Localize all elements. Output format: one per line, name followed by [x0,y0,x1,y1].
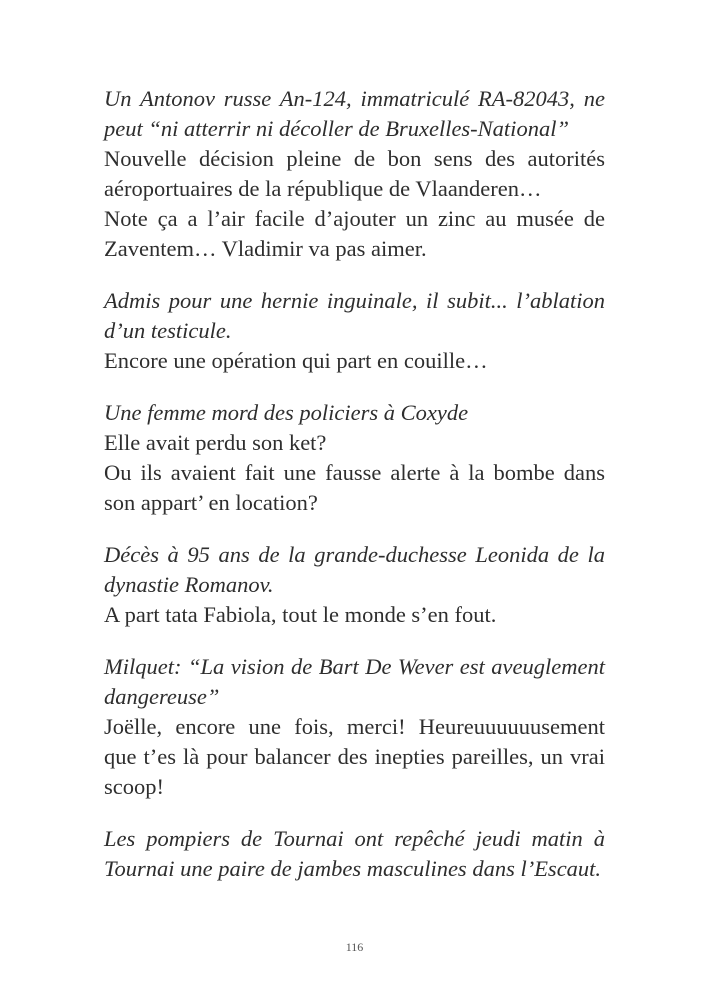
news-entry [104,84,605,264]
news-entry [104,398,605,518]
news-entry [104,652,605,802]
page-number: 116 [345,940,364,954]
news-comment: Note ça a l’air facile d’ajouter un zinc au musée de Zaventem… Vladimir va pas aimer. [104,206,605,261]
news-comment: Joëlle, encore une fois, merci! Heureuuuuuusement que t’es là pour balancer des inepties pareilles, un vrai scoop! [104,714,605,799]
news-comment: Encore une opération qui part en couille… [104,348,488,373]
news-entry [104,540,605,630]
news-entry [104,824,605,884]
news-headline: Décès à 95 ans de la grande-duchesse Leonida de la dynastie Romanov. [104,542,605,597]
news-headline: Un Antonov russe An-124, immatriculé RA-82043, ne peut “ni atterrir ni décoller de Bruxelles-National” [104,86,605,141]
page-body [104,84,605,906]
news-headline: Une femme mord des policiers à Coxyde [104,400,469,425]
news-comment: Elle avait perdu son ket? [104,430,327,455]
news-entry [104,286,605,376]
news-headline: Les pompiers de Tournai ont repêché jeudi matin à Tournai une paire de jambes masculines dans l’Escaut. [104,826,605,881]
news-comment: Nouvelle décision pleine de bon sens des autorités aéroportuaires de la république de Vlaanderen… [104,146,605,201]
news-comment: Ou ils avaient fait une fausse alerte à la bombe dans son appart’ en location? [104,460,605,515]
news-headline: Milquet: “La vision de Bart De Wever est aveuglement dangereuse” [104,654,605,709]
news-headline: Admis pour une hernie inguinale, il subit... l’ablation d’un testicule. [104,288,605,343]
news-comment: A part tata Fabiola, tout le monde s’en fout. [104,602,497,627]
